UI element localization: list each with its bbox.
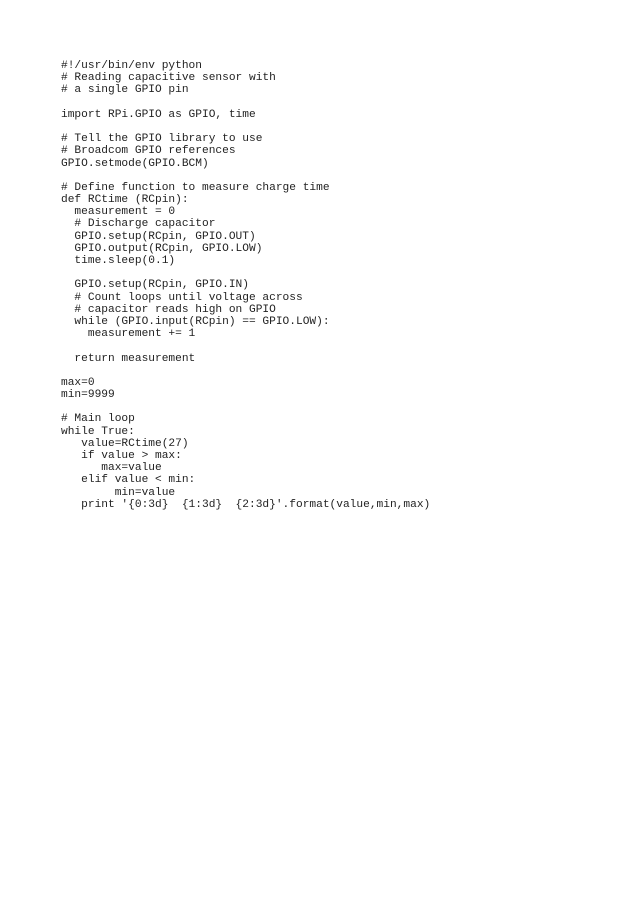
code-line: max=0 [61,376,95,389]
code-listing [61,60,430,511]
code-line: import RPi.GPIO as GPIO, time [61,108,256,121]
code-line: if value > max: [61,450,182,462]
code-line: return measurement [61,352,196,365]
code-line: min=9999 [61,389,115,402]
code-line: # Discharge capacitor [61,218,216,231]
code-line: while (GPIO.input(RCpin) == GPIO.LOW): [61,315,330,328]
code-line: time.sleep(0.1) [61,255,176,267]
code-line: # Count loops until voltage across [61,291,303,304]
code-line: # a single GPIO pin [61,84,189,97]
code-line: def RCtime (RCpin): [61,194,189,207]
code-line: GPIO.setup(RCpin, GPIO.IN) [61,279,249,292]
code-line: GPIO.setup(RCpin, GPIO.OUT) [61,230,256,243]
code-line: # Tell the GPIO library to use [61,133,263,146]
code-line: GPIO.output(RCpin, GPIO.LOW) [61,242,263,255]
code-line: measurement = 0 [61,206,176,219]
blank-line [61,267,430,279]
code-line: min=value [61,486,176,499]
code-line: max=value [61,462,162,475]
blank-line [61,170,430,182]
code-line: # Broadcom GPIO references [61,145,236,158]
code-line: elif value < min: [61,474,196,487]
code-line: while True: [61,425,135,438]
code-line: value=RCtime(27) [61,437,189,450]
code-line: GPIO.setmode(GPIO.BCM) [61,157,209,170]
code-line: # capacitor reads high on GPIO [61,303,276,316]
code-line: #!/usr/bin/env python [61,60,202,72]
code-line: measurement += 1 [61,328,196,341]
blank-line [61,97,430,109]
blank-line [61,121,430,133]
code-line: # Main loop [61,413,135,426]
code-line: # Reading capacitive sensor with [61,72,276,85]
blank-line [61,401,430,413]
code-line: print '{0:3d} {1:3d} {2:3d}'.format(value,min,max) [61,498,431,511]
blank-line [61,365,430,377]
blank-line [61,340,430,352]
code-line: # Define function to measure charge time [61,181,330,194]
